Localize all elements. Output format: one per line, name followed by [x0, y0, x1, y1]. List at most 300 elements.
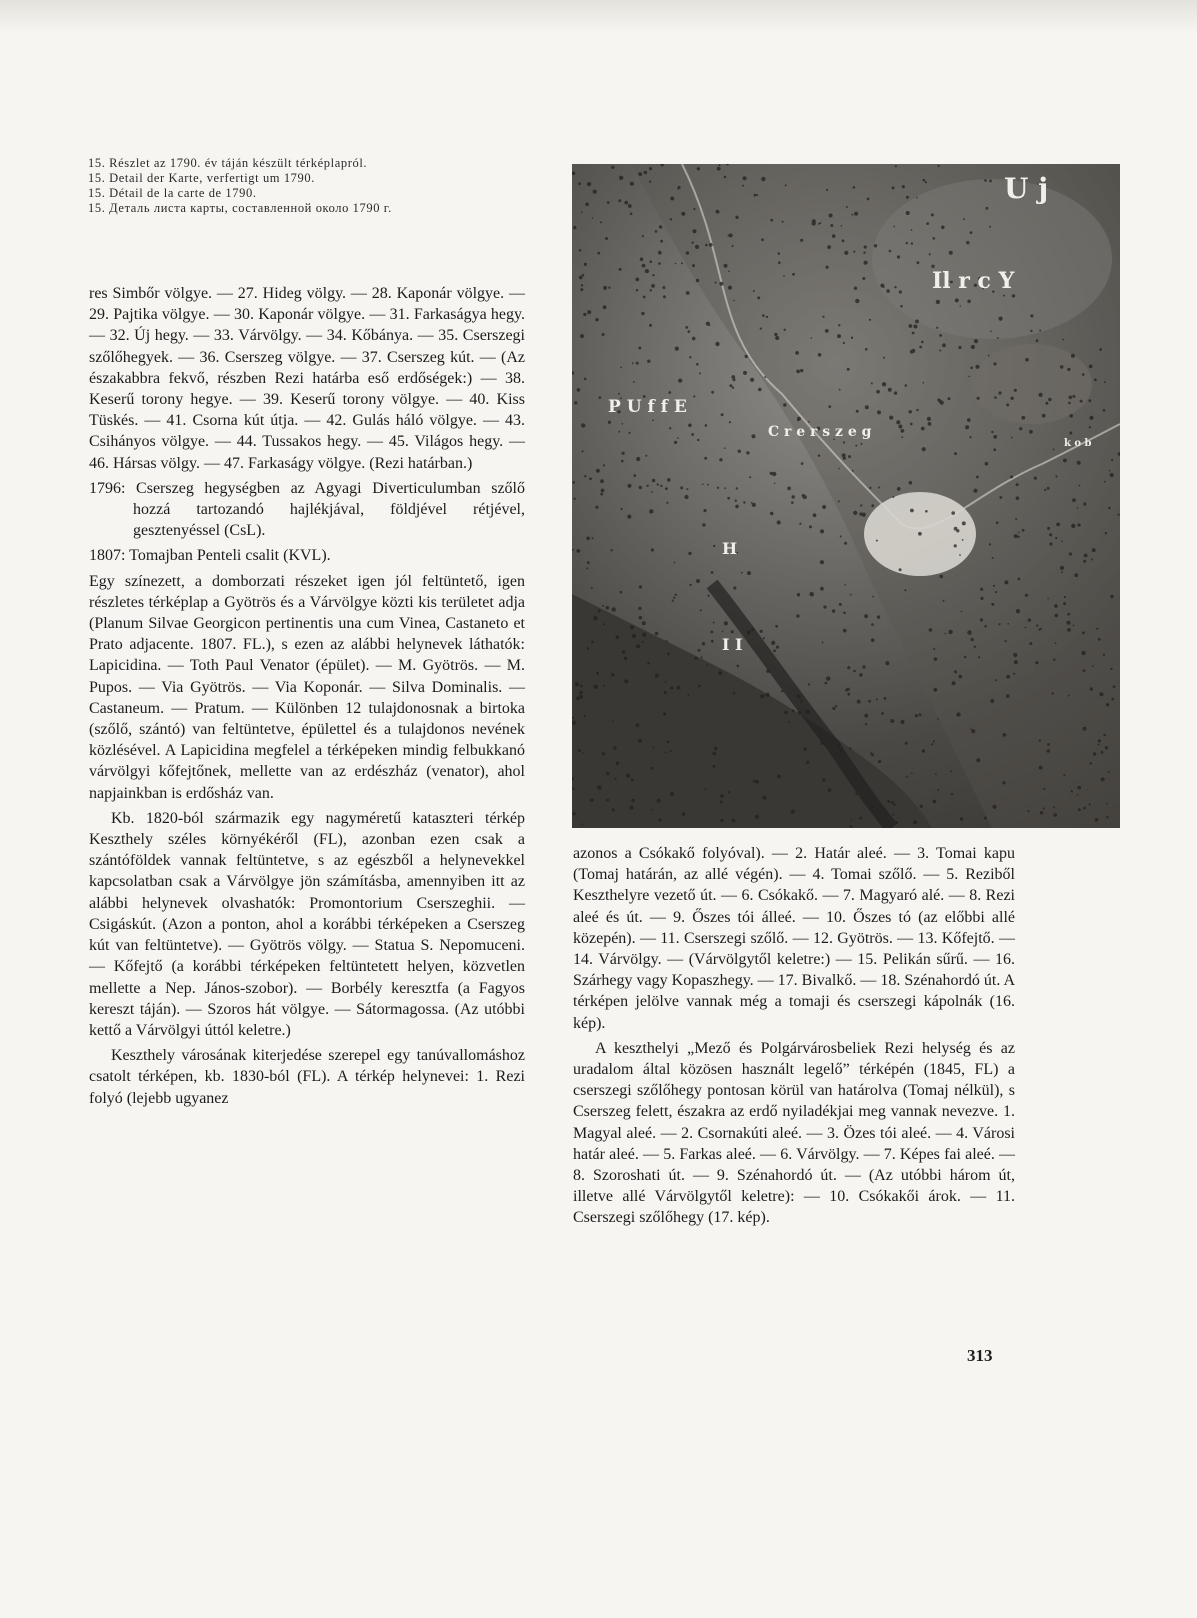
map-texture-dot: [668, 391, 671, 394]
map-texture-dot: [804, 747, 807, 750]
map-texture-dot: [572, 481, 575, 484]
map-texture-dot: [686, 251, 690, 255]
map-texture-dot: [574, 498, 576, 500]
map-texture-dot: [851, 337, 853, 339]
map-texture-dot: [574, 401, 577, 404]
map-texture-dot: [913, 325, 917, 329]
map-texture-dot: [743, 371, 747, 375]
map-texture-dot: [970, 367, 973, 370]
map-texture-dot: [770, 512, 774, 516]
map-texture-dot: [1103, 409, 1106, 412]
map-texture-dot: [938, 165, 940, 167]
map-texture-dot: [892, 814, 894, 816]
paragraph-cadastral-1820: Kb. 1820-ból származik egy nagyméretű kataszteri térkép Keszthely széles környékéről (FL), azonban ezen csak a szántóföldek vannak feltüntetve, s az egészből a helynevekkel kapcsolatban csak a Várvölgye jön számításba, amennyiben itt az alábbi helynevek olvashatók: Promontorium Cserszeghii. — Csigáskút. (Azon a ponton, ahol a korábbi térképeken a Cserszeg kút van feltüntetve). — Gyötrös völgy. — Statua S. Nepomuceni. — Kőfejtő (a korábbi térképeken feltüntetett helyen, közvetlen mellette a Nep. János-szobor). — Borbély keresztfa (a Fagyos kereszt táján). — Szoros hát völgye. — Sátormagossa. (Az utóbbi kettő a Várvölgyi úttól keletre.): [89, 809, 525, 1039]
map-texture-dot: [984, 817, 987, 820]
map-texture-dot: [941, 226, 945, 230]
map-texture-dot: [1045, 402, 1048, 405]
paragraph-place-list: res Simbőr völgye. — 27. Hideg völgy. — 28. Kaponár völgye. — 29. Pajtika völgye. — 30. Kaponár völgye. — 31. Farkaságya hegy. — 32. Új hegy. — 33. Várvölgy. — 34. Kőbánya. — 35. Cserszegi szőlőhegyek. — 36. Cserszeg völgye. — 37. Cserszeg kút. — (Az északabbra fekvő, részben Rezi határba eső erdőségek:) — 38. Keserű torony hegye. — 39. Keserű torony völgye. — 40. Kiss Tüskés. — 41. Csorna kút útja. — 42. Gulás háló völgye. — 43. Csihányos völgye. — 44. Tussakos hegy. — 45. Világos hegy. — 46. Hársas völgy. — 47. Farkaságy völgye. (Rezi határban.): [89, 285, 525, 472]
map-texture-dot: [980, 588, 983, 591]
map-texture-dot: [1012, 294, 1015, 297]
map-texture-dot: [882, 382, 886, 386]
map-texture-dot: [820, 560, 824, 564]
map-texture-dot: [753, 780, 756, 783]
map-texture-dot: [632, 634, 636, 638]
map-texture-dot: [1028, 618, 1031, 621]
map-texture-dot: [813, 513, 817, 517]
map-texture-dot: [655, 632, 659, 636]
map-texture-dot: [864, 261, 868, 265]
map-texture-dot: [635, 278, 639, 282]
map-texture-dot: [713, 545, 715, 547]
map-texture-dot: [655, 230, 658, 233]
map-texture-dot: [1003, 295, 1005, 297]
map-texture-dot: [964, 656, 966, 658]
map-texture-dot: [633, 474, 636, 477]
map-texture-dot: [785, 184, 787, 186]
map-texture-dot: [749, 476, 751, 478]
map-texture-dot: [606, 772, 609, 775]
map-texture-dot: [916, 409, 918, 411]
map-texture-dot: [664, 691, 667, 694]
map-texture-dot: [901, 429, 905, 433]
map-texture-dot: [1061, 541, 1063, 543]
map-texture-dot: [1067, 368, 1070, 371]
map-texture-dot: [608, 287, 610, 289]
map-texture-dot: [724, 621, 728, 625]
map-texture-dot: [602, 605, 604, 607]
map-texture-dot: [692, 264, 695, 267]
map-texture-dot: [1018, 532, 1020, 534]
map-texture-dot: [853, 186, 856, 189]
map-texture-dot: [795, 351, 799, 355]
map-texture-dot: [673, 597, 675, 599]
map-texture-dot: [688, 424, 692, 428]
map-texture-dot: [660, 485, 662, 487]
map-texture-dot: [735, 505, 739, 509]
map-texture-dot: [925, 181, 927, 183]
map-texture-dot: [649, 167, 652, 170]
map-texture-dot: [1039, 330, 1041, 332]
map-texture-dot: [922, 749, 925, 752]
map-texture-dot: [618, 393, 620, 395]
map-texture-dot: [1071, 524, 1075, 528]
map-texture-dot: [587, 561, 590, 564]
map-texture-dot: [766, 316, 768, 318]
map-texture-dot: [599, 396, 602, 399]
map-texture-dot: [724, 176, 727, 179]
map-texture-dot: [892, 186, 895, 189]
map-texture-dot: [1060, 365, 1064, 369]
map-texture-dot: [603, 286, 607, 290]
map-texture-dot: [576, 549, 580, 553]
map-texture-dot: [651, 491, 653, 493]
map-texture-dot: [990, 699, 994, 703]
map-texture-dot: [976, 476, 979, 479]
map-texture-dot: [905, 742, 908, 745]
map-texture-dot: [1080, 400, 1083, 403]
map-texture-dot: [670, 750, 672, 752]
map-texture-dot: [760, 328, 762, 330]
map-texture-dot: [854, 212, 858, 216]
map-texture-dot: [1113, 685, 1116, 688]
map-texture-dot: [1049, 542, 1052, 545]
map-texture-dot: [909, 481, 913, 485]
map-texture-dot: [1053, 806, 1055, 808]
map-texture-dot: [761, 238, 764, 241]
map-texture-dot: [1010, 476, 1013, 479]
map-texture-dot: [923, 179, 926, 182]
map-texture-dot: [800, 369, 803, 372]
map-texture-dot: [1034, 477, 1037, 480]
map-texture-dot: [797, 593, 800, 596]
map-texture-dot: [992, 557, 994, 559]
map-texture-dot: [624, 657, 628, 661]
map-texture-dot: [1110, 473, 1114, 477]
map-texture-dot: [909, 324, 913, 328]
map-texture-dot: [693, 229, 697, 233]
map-texture-dot: [916, 197, 918, 199]
map-texture-dot: [950, 771, 952, 773]
map-texture-dot: [783, 275, 785, 277]
paragraph-pasture-1845: A keszthelyi „Mező és Polgárvárosbeliek Rezi helység és az uradalom által közösen használt legelő” térképén (1845, FL) a cserszegi szőlőhegy pontosan körül van határolva (Tomaj nélkül), s Cserszeg felett, északra az erdő nyiladékjai meg vannak nevezve. 1. Magyal aleé. — 2. Csornakúti aleé. — 3. Özes tói aleé. — 4. Városi határ aleé. — 5. Farkas aleé. — 6. Várvölgy. — 7. Képes fai aleé. — 8. Szoroshati út. — 9. Szénahordó út. — (Az utóbbi három út, illetve allé Várvölgytől keletre): — 10. Csókakői árok. — 11. Cserszegi szőlőhegy (17. kép).: [573, 1039, 1015, 1227]
map-texture-dot: [993, 362, 996, 365]
map-texture-dot: [1019, 427, 1022, 430]
map-texture-dot: [970, 231, 973, 234]
map-texture-dot: [743, 176, 747, 180]
map-texture-dot: [832, 609, 835, 612]
map-texture-dot: [847, 693, 850, 696]
map-texture-dot: [601, 489, 605, 493]
map-texture-dot: [960, 305, 962, 307]
map-texture-dot: [1090, 687, 1093, 690]
map-texture-dot: [897, 487, 901, 491]
map-texture-dot: [713, 622, 715, 624]
map-texture-dot: [719, 282, 723, 286]
map-texture-dot: [669, 427, 671, 429]
map-texture-dot: [660, 240, 663, 243]
map-texture-dot: [971, 345, 975, 349]
map-texture-dot: [584, 378, 587, 381]
map-texture-dot: [591, 641, 594, 644]
map-label-uj: U j: [1004, 172, 1049, 205]
map-texture-dot: [1082, 631, 1085, 634]
map-texture-dot: [1015, 518, 1017, 520]
map-texture-dot: [869, 319, 871, 321]
map-texture-dot: [850, 819, 852, 821]
map-texture-dot: [904, 589, 906, 591]
map-texture-dot: [865, 348, 868, 351]
map-texture-dot: [619, 268, 622, 271]
map-texture-dot: [578, 749, 581, 752]
map-texture-dot: [721, 413, 724, 416]
map-texture-dot: [1074, 573, 1078, 577]
map-texture-dot: [910, 509, 914, 513]
map-texture-dot: [893, 803, 895, 805]
map-texture-dot: [822, 505, 826, 509]
map-texture-dot: [674, 441, 677, 444]
map-texture-dot: [636, 723, 640, 727]
map-texture-dot: [733, 692, 736, 695]
map-texture-dot: [797, 694, 801, 698]
map-texture-dot: [961, 611, 963, 613]
map-texture-dot: [657, 799, 661, 803]
map-texture-dot: [1013, 653, 1017, 657]
map-texture-dot: [993, 435, 997, 439]
map-texture-dot: [674, 562, 676, 564]
map-texture-dot: [665, 487, 668, 490]
map-texture-dot: [580, 685, 583, 688]
map-texture-dot: [707, 595, 709, 597]
map-texture-dot: [733, 300, 735, 302]
map-texture-dot: [1054, 604, 1058, 608]
map-texture-dot: [732, 245, 734, 247]
map-texture-dot: [1047, 527, 1050, 530]
map-texture-dot: [847, 666, 850, 669]
map-texture-dot: [840, 535, 842, 537]
map-texture-dot: [711, 640, 714, 643]
map-texture-dot: [670, 686, 673, 689]
map-texture-dot: [889, 250, 892, 253]
map-texture-dot: [697, 167, 700, 170]
map-texture-dot: [925, 510, 928, 513]
map-texture-dot: [935, 773, 937, 775]
map-texture-dot: [830, 224, 833, 227]
map-texture-dot: [627, 484, 631, 488]
map-texture-dot: [719, 458, 722, 461]
map-texture-dot: [1093, 752, 1097, 756]
map-texture-dot: [770, 472, 773, 475]
map-texture-dot: [839, 603, 842, 606]
map-texture-dot: [867, 198, 870, 201]
map-texture-dot: [649, 181, 651, 183]
map-texture-dot: [988, 355, 990, 357]
map-texture-dot: [582, 274, 585, 277]
map-texture-dot: [822, 316, 824, 318]
map-texture-dot: [611, 549, 613, 551]
map-texture-dot: [613, 748, 615, 750]
map-texture-dot: [680, 486, 683, 489]
map-texture-dot: [621, 508, 623, 510]
map-texture-dot: [600, 221, 602, 223]
map-texture-dot: [1011, 397, 1014, 400]
map-texture-dot: [820, 742, 823, 745]
map-texture-dot: [715, 282, 717, 284]
map-texture-dot: [1056, 523, 1060, 527]
map-texture-dot: [841, 225, 843, 227]
map-texture-dot: [838, 743, 841, 746]
map-texture-dot: [933, 688, 937, 692]
map-texture-dot: [857, 700, 861, 704]
map-texture-dot: [1043, 807, 1045, 809]
map-texture-dot: [900, 720, 904, 724]
map-texture-dot: [720, 819, 723, 822]
map-texture-dot: [929, 628, 933, 632]
map-texture-dot: [778, 252, 781, 255]
map-texture-dot: [626, 774, 630, 778]
map-texture-dot: [1047, 743, 1050, 746]
map-texture-dot: [595, 506, 598, 509]
caption-de: 15. Detail der Karte, verfertigt um 1790.: [88, 171, 315, 185]
map-texture-dot: [876, 390, 880, 394]
map-texture-dot: [650, 289, 652, 291]
map-texture-dot: [1101, 751, 1104, 754]
map-texture-dot: [850, 594, 852, 596]
map-texture-dot: [1062, 339, 1064, 341]
map-texture-dot: [906, 242, 908, 244]
map-texture-dot: [682, 812, 685, 815]
map-texture-dot: [934, 657, 938, 661]
scan-top-band: [0, 0, 1197, 34]
map-texture-dot: [666, 640, 668, 642]
map-texture-dot: [718, 671, 722, 675]
map-texture-dot: [775, 625, 778, 628]
map-texture-dot: [735, 500, 737, 502]
map-texture-dot: [658, 251, 662, 255]
map-texture-dot: [1047, 598, 1049, 600]
map-texture-dot: [1069, 432, 1072, 435]
map-texture-dot: [948, 397, 951, 400]
map-texture-dot: [577, 388, 581, 392]
map-texture-dot: [792, 273, 795, 276]
map-texture-dot: [906, 211, 910, 215]
map-texture-dot: [1105, 746, 1108, 749]
map-texture-dot: [1053, 659, 1055, 661]
map-texture-dot: [735, 216, 738, 219]
map-texture-dot: [603, 305, 607, 309]
map-texture-dot: [1039, 739, 1041, 741]
map-texture-dot: [1081, 651, 1085, 655]
map-texture-dot: [826, 189, 828, 191]
map-texture-dot: [823, 606, 826, 609]
map-texture-dot: [633, 381, 635, 383]
map-texture-dot: [890, 719, 894, 723]
map-texture-dot: [1006, 675, 1010, 679]
map-texture-dot: [945, 633, 947, 635]
map-texture-dot: [714, 747, 718, 751]
map-texture-dot: [902, 185, 905, 188]
map-texture-dot: [868, 700, 871, 703]
map-texture-dot: [968, 376, 970, 378]
map-texture-dot: [587, 647, 589, 649]
map-texture-dot: [1013, 673, 1015, 675]
map-texture-dot: [808, 683, 810, 685]
map-texture-dot: [1053, 449, 1055, 451]
map-texture-dot: [911, 229, 913, 231]
map-texture-dot: [580, 288, 583, 291]
map-texture-dot: [933, 800, 937, 804]
map-texture-dot: [717, 167, 721, 171]
map-texture-dot: [603, 623, 605, 625]
map-texture-dot: [1089, 365, 1093, 369]
map-texture-dot: [825, 329, 829, 333]
map-texture-dot: [754, 194, 757, 197]
map-texture-dot: [948, 630, 952, 634]
map-texture-dot: [1036, 339, 1039, 342]
map-texture-dot: [630, 182, 634, 186]
map-texture-dot: [787, 487, 791, 491]
map-texture-dot: [975, 365, 979, 369]
map-texture-dot: [707, 484, 709, 486]
map-texture-dot: [1099, 348, 1102, 351]
map-texture-dot: [608, 421, 611, 424]
map-texture-dot: [811, 593, 814, 596]
map-texture-dot: [612, 808, 615, 811]
map-texture-dot: [1006, 403, 1009, 406]
map-texture-dot: [862, 665, 865, 668]
map-texture-dot: [597, 785, 601, 789]
map-texture-dot: [1055, 537, 1057, 539]
map-label-h: H: [722, 539, 738, 558]
map-texture-dot: [999, 317, 1003, 321]
map-texture-dot: [710, 631, 713, 634]
map-texture-dot: [618, 199, 621, 202]
map-texture-dot: [877, 410, 881, 414]
map-texture-dot: [881, 712, 884, 715]
map-texture-dot: [811, 337, 813, 339]
map-label-hegy: Il r c Y: [932, 268, 1015, 294]
map-texture-dot: [1069, 552, 1072, 555]
map-texture-dot: [642, 264, 646, 268]
map-texture-dot: [991, 431, 993, 433]
map-texture-dot: [865, 723, 867, 725]
map-texture-dot: [822, 641, 824, 643]
map-texture-dot: [1028, 810, 1030, 812]
map-texture-dot: [865, 405, 869, 409]
map-texture-dot: [1043, 788, 1045, 790]
map-texture-dot: [863, 252, 865, 254]
map-texture-dot: [587, 182, 591, 186]
map-texture-dot: [897, 255, 900, 258]
map-texture-dot: [1025, 627, 1027, 629]
map-texture-dot: [686, 488, 688, 490]
map-texture-dot: [883, 357, 885, 359]
map-texture-dot: [839, 389, 841, 391]
map-texture-dot: [844, 584, 846, 586]
map-texture-dot: [580, 334, 584, 338]
map-texture-dot: [911, 772, 913, 774]
map-texture-dot: [974, 339, 978, 343]
map-texture-dot: [1030, 314, 1033, 317]
map-texture-dot: [761, 177, 765, 181]
map-texture-dot: [967, 418, 971, 422]
map-texture-dot: [1088, 399, 1091, 402]
map-texture-dot: [915, 320, 919, 324]
map-texture-dot: [895, 821, 898, 824]
map-texture-dot: [838, 468, 840, 470]
map-texture-dot: [984, 179, 987, 182]
map-texture-dot: [933, 237, 936, 240]
map-texture-dot: [652, 479, 655, 482]
map-texture-dot: [722, 631, 724, 633]
map-texture-dot: [645, 269, 649, 273]
map-texture-dot: [579, 691, 583, 695]
map-texture-dot: [583, 313, 586, 316]
map-texture-dot: [1036, 624, 1038, 626]
map-texture-dot: [952, 681, 956, 685]
map-texture-dot: [940, 575, 944, 579]
map-texture-dot: [755, 815, 759, 819]
map-texture-dot: [1109, 470, 1111, 472]
map-texture-dot: [850, 825, 853, 828]
map-texture-dot: [1007, 623, 1009, 625]
map-texture-dot: [884, 697, 887, 700]
map-texture-dot: [624, 679, 628, 683]
map-texture-dot: [994, 396, 997, 399]
map-texture-dot: [1092, 548, 1096, 552]
map-texture-dot: [663, 295, 666, 298]
map-texture-dot: [616, 762, 619, 765]
map-texture-dot: [1039, 393, 1043, 397]
